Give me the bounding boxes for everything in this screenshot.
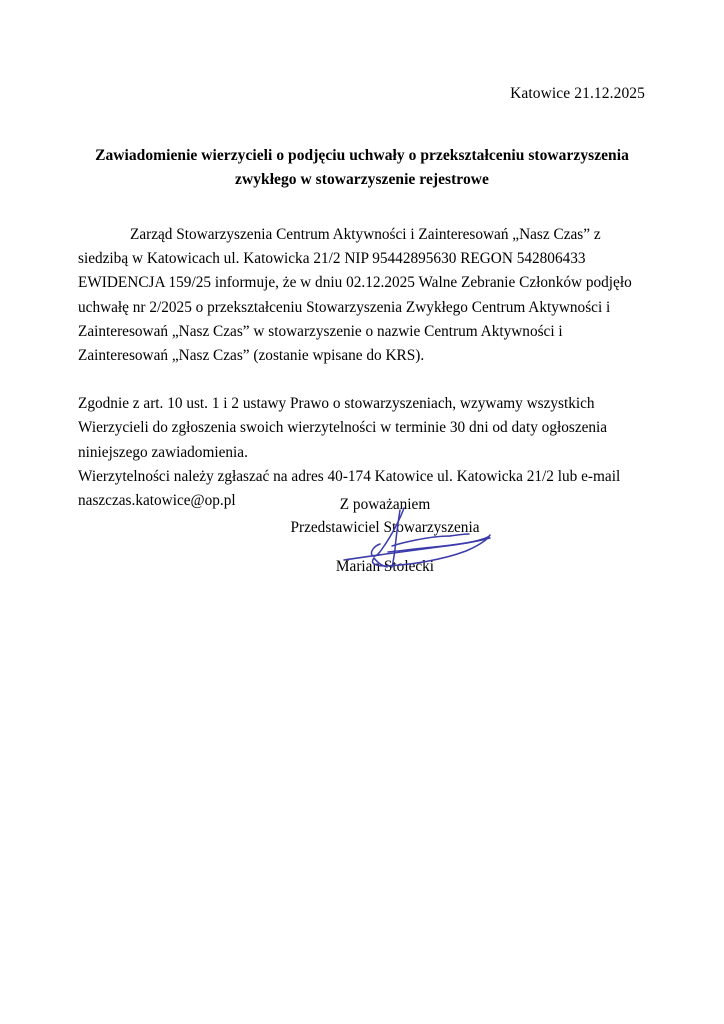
paragraph-resolution-notice: Zarząd Stowarzyszenia Centrum Aktywności i Zainteresowań „Nasz Czas” z siedzibą w Katowicach ul. Katowicka 21/2 NIP 95442895630 REGON 542806433 EWIDENCJA 159/25 informuje, że w dniu 02.12.2025 Walne Zebranie Członków podjęło uchwałę nr 2/2025 o przekształceniu Stowarzyszenia Zwykłego Centrum Aktywności i Zainteresowań „Nasz Czas” w stowarzyszenie o nazwie Centrum Aktywności i Zainteresowań „Nasz Czas” (zostanie wpisane do KRS).: [78, 226, 632, 365]
date-location-line: Katowice 21.12.2025: [510, 85, 645, 102]
paragraph-legal-basis: Zgodnie z art. 10 ust. 1 i 2 ustawy Prawo o stowarzyszeniach, wzywamy wszystkich Wierzycieli do zgłoszenia swoich wierzytelności w terminie 30 dni od daty ogłoszenia niniejszego zawiadomienia.: [78, 395, 608, 461]
paragraph-claims-address: Wierzytelności należy zgłaszać na adres 40-174 Katowice ul. Katowicka 21/2 lub e-mail naszczas.katowice@op.pl: [78, 467, 621, 510]
signature-closing: Z poważaniem: [339, 496, 431, 513]
signature-block: [190, 494, 580, 579]
signature-role: Przedstawiciel Stowarzyszenia: [290, 518, 480, 536]
document-body: [78, 223, 646, 513]
paragraph-spacer-1: [78, 368, 646, 392]
signature-name: Marian Stolecki: [335, 558, 435, 575]
document-title: [92, 144, 632, 192]
document-title-line-2: zwykłego w stowarzyszenie rejestrowe: [235, 171, 489, 188]
document-title-line-1: Zawiadomienie wierzycieli o podjęciu uchwały o przekształceniu stowarzyszenia: [95, 147, 629, 164]
